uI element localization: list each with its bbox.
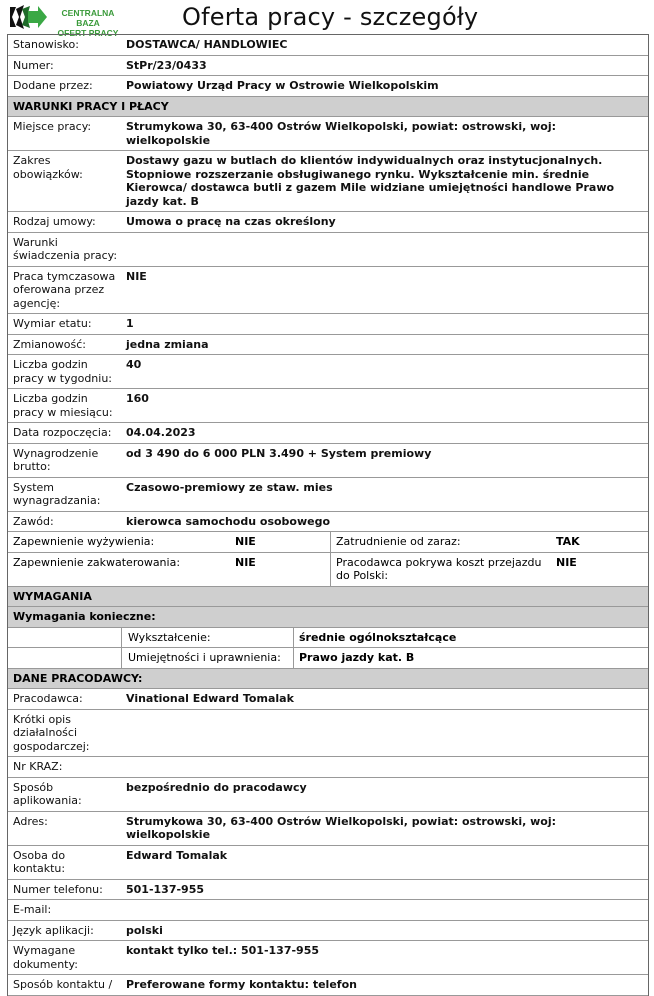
requirement-value: Prawo jazdy kat. B xyxy=(293,648,648,668)
field-value: Strumykowa 30, 63-400 Ostrów Wielkopolski, powiat: ostrowski, woj: wielkopolskie xyxy=(126,814,557,841)
field-value xyxy=(120,900,648,920)
field-value: StPr/23/0433 xyxy=(126,58,207,72)
job-offer-details xyxy=(7,34,649,996)
field-label: Pracodawca: xyxy=(13,692,83,705)
field-value: Edward Tomalak xyxy=(126,848,228,862)
field-value: 1 xyxy=(126,317,134,330)
field-label: Zakres obowiązków: xyxy=(13,154,83,181)
requirement-label: Wykształcenie: xyxy=(121,628,293,648)
field-label: Warunki świadczenia pracy: xyxy=(13,235,118,262)
field-value: DOSTAWCA/ HANDLOWIEC xyxy=(126,38,288,51)
row-umiejetnosci xyxy=(8,648,648,669)
field-value: Strumykowa 30, 63-400 Ostrów Wielkopolski, powiat: ostrowski, woj: wielkopolskie xyxy=(126,120,557,147)
field-label: Sposób kontaktu / xyxy=(13,978,113,991)
requirement-label: Umiejętności i uprawnienia: xyxy=(121,648,293,668)
row-wynagrodzenie xyxy=(8,444,648,478)
row-sposob-aplikowania xyxy=(8,778,648,812)
benefit-label: Zatrudnienie od zaraz: xyxy=(330,532,556,552)
field-label: Dodane przez: xyxy=(13,79,93,92)
section-header-conditions: WARUNKI PRACY I PŁACY xyxy=(8,97,648,118)
field-value: NIE xyxy=(126,269,147,283)
benefit-label: Zapewnienie wyżywienia: xyxy=(13,535,155,548)
field-label: Praca tymczasowa oferowana przez agencję: xyxy=(13,269,116,310)
page-header xyxy=(0,0,654,38)
field-label: Nr KRAZ: xyxy=(13,760,63,773)
logo-line-1: CENTRALNA BAZA xyxy=(61,8,115,28)
field-value: Dostawy gazu w butlach do klientów indywidualnych oraz instytucjonalnych. Stopniowe rozszerzanie obsługiwanego rynku. Wykształcenie min. średnie Kierowca/ dostawca butli z gazem Mile widziane umiejętności handlowe Prawo jazdy kat. B xyxy=(126,154,615,208)
field-label: Język aplikacji: xyxy=(13,923,94,937)
row-numer xyxy=(8,56,648,77)
field-label: Krótki opis działalności gospodarczej: xyxy=(13,712,90,753)
field-label: Liczba godzin pracy w miesiącu: xyxy=(13,392,113,419)
requirement-value: średnie ogólnokształcące xyxy=(293,628,648,648)
field-value: 160 xyxy=(126,392,149,405)
field-value: 04.04.2023 xyxy=(126,426,196,439)
row-benefits-2 xyxy=(8,553,648,587)
row-stanowisko xyxy=(8,35,648,56)
row-warunki-swiadczenia xyxy=(8,233,648,267)
page-title: Oferta pracy - szczegóły xyxy=(182,3,479,31)
field-label: Numer telefonu: xyxy=(13,882,103,896)
row-opis-dzialalnosci xyxy=(8,710,648,758)
row-nr-kraz xyxy=(8,757,648,778)
field-value: Preferowane formy kontaktu: telefon xyxy=(126,978,357,991)
row-dodane-przez xyxy=(8,76,648,97)
cbop-logo xyxy=(8,3,128,38)
field-value: Vinational Edward Tomalak xyxy=(126,692,294,705)
field-label: Rodzaj umowy: xyxy=(13,215,96,228)
field-value: kierowca samochodu osobowego xyxy=(126,514,331,528)
field-label: Data rozpoczęcia: xyxy=(13,426,112,439)
row-osoba-kontaktowa xyxy=(8,846,648,880)
field-value: polski xyxy=(126,923,163,937)
field-label: Stanowisko: xyxy=(13,38,79,51)
row-sposob-kontaktu xyxy=(8,975,648,996)
row-pracodawca xyxy=(8,689,648,710)
row-praca-tymczasowa xyxy=(8,267,648,315)
row-wymiar-etatu xyxy=(8,314,648,335)
section-header-requirements: WYMAGANIA xyxy=(8,587,648,608)
section-header-employer: DANE PRACODAWCY: xyxy=(8,669,648,690)
field-value: Powiatowy Urząd Pracy w Ostrowie Wielkopolskim xyxy=(126,79,439,92)
field-value: bezpośrednio do pracodawcy xyxy=(126,780,307,794)
benefit-label: Pracodawca pokrywa koszt przejazdu do Polski: xyxy=(330,553,556,586)
row-system-wynagradzania xyxy=(8,478,648,512)
row-data-rozpoczecia xyxy=(8,423,648,444)
logo-line-2: OFERT PRACY xyxy=(57,28,119,38)
field-value xyxy=(120,757,648,777)
row-rodzaj-umowy xyxy=(8,212,648,233)
field-label: Wymagane dokumenty: xyxy=(13,944,78,971)
field-value: 40 xyxy=(126,358,142,371)
field-label: Liczba godzin pracy w tygodniu: xyxy=(13,358,113,385)
row-email xyxy=(8,900,648,921)
row-zawod xyxy=(8,512,648,533)
row-zakres-obowiazkow xyxy=(8,151,648,212)
benefit-value: NIE xyxy=(235,555,256,569)
field-label: Osoba do kontaktu: xyxy=(13,848,66,875)
row-benefits-1 xyxy=(8,532,648,553)
field-label: Adres: xyxy=(13,814,48,828)
field-label: System wynagradzania: xyxy=(13,480,101,507)
field-label: Wynagrodzenie brutto: xyxy=(13,446,99,473)
field-value xyxy=(96,710,648,757)
indent-spacer xyxy=(8,628,121,648)
field-value: Czasowo-premiowy ze staw. mies xyxy=(126,480,333,494)
field-label: Wymiar etatu: xyxy=(13,317,92,330)
field-label: Numer: xyxy=(13,58,54,72)
indent-spacer xyxy=(8,648,121,668)
field-value: od 3 490 do 6 000 PLN 3.490 + System premiowy xyxy=(126,446,432,460)
field-value: Umowa o pracę na czas określony xyxy=(126,215,336,228)
benefit-value: NIE xyxy=(235,535,256,548)
row-adres xyxy=(8,812,648,846)
row-zmianowosc xyxy=(8,335,648,356)
benefit-value: TAK xyxy=(556,535,580,548)
field-value: kontakt tylko tel.: 501-137-955 xyxy=(126,944,320,957)
row-wyksztalcenie xyxy=(8,628,648,649)
field-value xyxy=(120,233,648,266)
section-header-requirements-mandatory: Wymagania konieczne: xyxy=(8,607,648,628)
row-jezyk-aplikacji xyxy=(8,921,648,942)
field-label: Sposób aplikowania: xyxy=(13,780,82,807)
field-label: Zawód: xyxy=(13,514,54,528)
row-telefon xyxy=(8,880,648,901)
benefit-value: NIE xyxy=(556,555,577,569)
row-godziny-miesiac xyxy=(8,389,648,423)
field-label: E-mail: xyxy=(13,903,52,916)
field-label: Zmianowość: xyxy=(13,337,86,351)
benefit-label: Zapewnienie zakwaterowania: xyxy=(13,555,181,569)
field-label: Miejsce pracy: xyxy=(13,120,92,133)
row-wymagane-dokumenty xyxy=(8,941,648,975)
row-godziny-tydzien xyxy=(8,355,648,389)
field-value: jedna zmiana xyxy=(126,337,209,351)
row-miejsce-pracy xyxy=(8,117,648,151)
logo-arrows-icon xyxy=(8,3,48,31)
field-value: 501-137-955 xyxy=(126,882,205,896)
